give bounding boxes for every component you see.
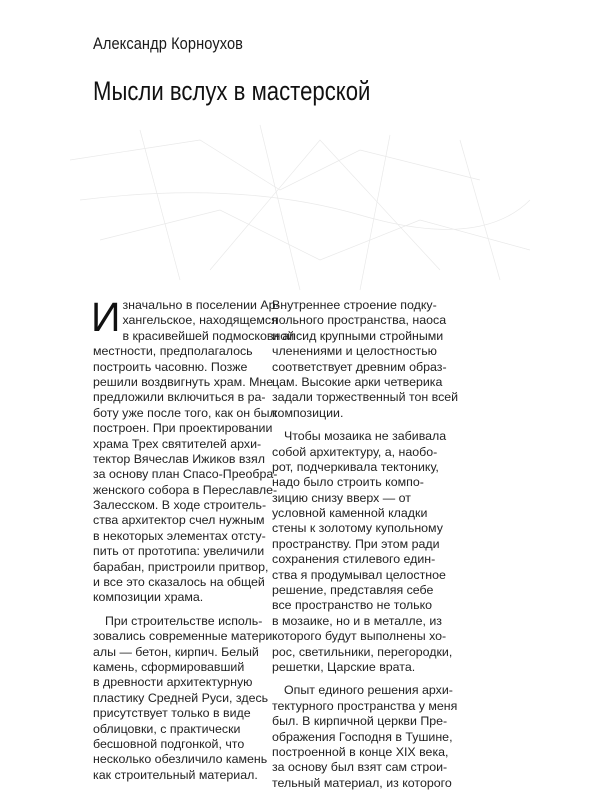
text-line: и апсид крупными стройными (272, 328, 444, 343)
text-line: камень, сформировавший (93, 659, 245, 674)
text-line: как строительный материал. (93, 767, 258, 782)
text-line: ства я продумывал целостное (272, 567, 446, 582)
text-column-left (91, 294, 295, 783)
text-line: и все это сказалось на общей (93, 575, 265, 590)
text-line: построенной в конце XIX века, (272, 744, 449, 759)
text-line: все пространство не только (272, 598, 433, 613)
text-line: за основу план Спасо-Преобра- (93, 467, 278, 482)
text-line: построен. При проектировании (93, 421, 273, 436)
text-line: в мозаике, но и в металле, из (272, 613, 442, 628)
text-line: местности, предполагалось (93, 344, 253, 359)
text-line: боту уже после того, как он был (93, 405, 277, 420)
text-line: за основу был взят сам строи- (272, 760, 448, 775)
text-line: тектор Вячеслав Ижиков взял (93, 451, 265, 466)
article-title: Мысли вслух в мастерской (93, 76, 371, 106)
text-line: Опыт единого решения архи- (284, 683, 453, 698)
text-line: построить часовню. Позже (93, 359, 248, 374)
text-line: ства архитектор счел нужным (93, 513, 265, 528)
author-name: Александр Корноухов (93, 34, 244, 53)
text-line: присутствует только в виде (93, 706, 251, 721)
text-line: предложили включиться в ра- (93, 390, 266, 405)
text-line: композиции храма. (93, 590, 204, 605)
text-line: цам. Высокие арки четверика (272, 374, 443, 389)
text-line: хангельское, находящемся (122, 313, 278, 328)
text-line: задали торжественный тон всей (272, 390, 459, 405)
text-line: собой архитектуру, а, наобо- (272, 444, 438, 459)
text-line: пространству. При этом ради (272, 536, 440, 551)
text-line: рос, светильники, перегородки, (272, 644, 453, 659)
text-line: условной каменной кладки (272, 506, 428, 521)
text-line: несколько обезличило камень (93, 752, 268, 767)
text-line: стены к золотому купольному (272, 521, 443, 536)
text-line: ображения Господня в Тушине, (272, 729, 453, 744)
text-line: в красивейшей подмосковной (122, 328, 295, 343)
text-line: композиции. (272, 405, 344, 420)
text-line: барабан, пристроили притвор, (93, 559, 269, 574)
text-line: которого будут выполнены хо- (272, 629, 447, 644)
text-line: в древности архитектурную (93, 675, 253, 690)
background-sketch-texture (60, 120, 540, 300)
text-line: значально в поселении Ар- (122, 298, 280, 312)
text-line: тельный материал, из которого (272, 775, 452, 790)
text-line: храма Трех святителей архи- (93, 436, 262, 451)
text-column-right (272, 298, 459, 791)
text-line: алы — бетон, кирпич. Белый (93, 644, 259, 659)
text-line: членениями и целостностью (272, 344, 437, 359)
text-line: женского собора в Переславле- (93, 482, 278, 497)
text-line: сохранения стилевого един- (272, 552, 436, 567)
text-line: решение, представляя себе (272, 583, 434, 598)
text-line: пить от прототипа: увеличили (93, 544, 265, 559)
text-line: При строительстве исполь- (105, 613, 263, 628)
text-line: рот, подчеркивала тектонику, (272, 459, 439, 474)
text-line: польного пространства, наоса (272, 313, 447, 328)
text-line: зицию снизу вверх — от (272, 490, 411, 505)
text-line: в некоторых элементах отсту- (93, 528, 266, 543)
text-line: Чтобы мозаика не забивала (284, 429, 447, 444)
text-line: пластику Средней Руси, здесь (93, 690, 269, 705)
text-line: был. В кирпичной церкви Пре- (272, 714, 448, 729)
text-line: бесшовной подгонкой, что (93, 736, 245, 751)
text-line: Залесском. В ходе строитель- (93, 498, 267, 513)
text-line: зовались современные матери- (93, 629, 277, 644)
text-line: решетки, Царские врата. (272, 659, 416, 674)
drop-cap: И (91, 294, 121, 340)
text-line: облицовки, с практически (93, 721, 241, 736)
text-line: надо было строить компо- (272, 475, 424, 490)
text-line: тектурного пространства у меня (272, 698, 458, 713)
text-line: решили воздвигнуть храм. Мне (93, 374, 274, 389)
text-line: Внутреннее строение подку- (272, 298, 437, 312)
text-line: соответствует древним образ- (272, 359, 447, 374)
